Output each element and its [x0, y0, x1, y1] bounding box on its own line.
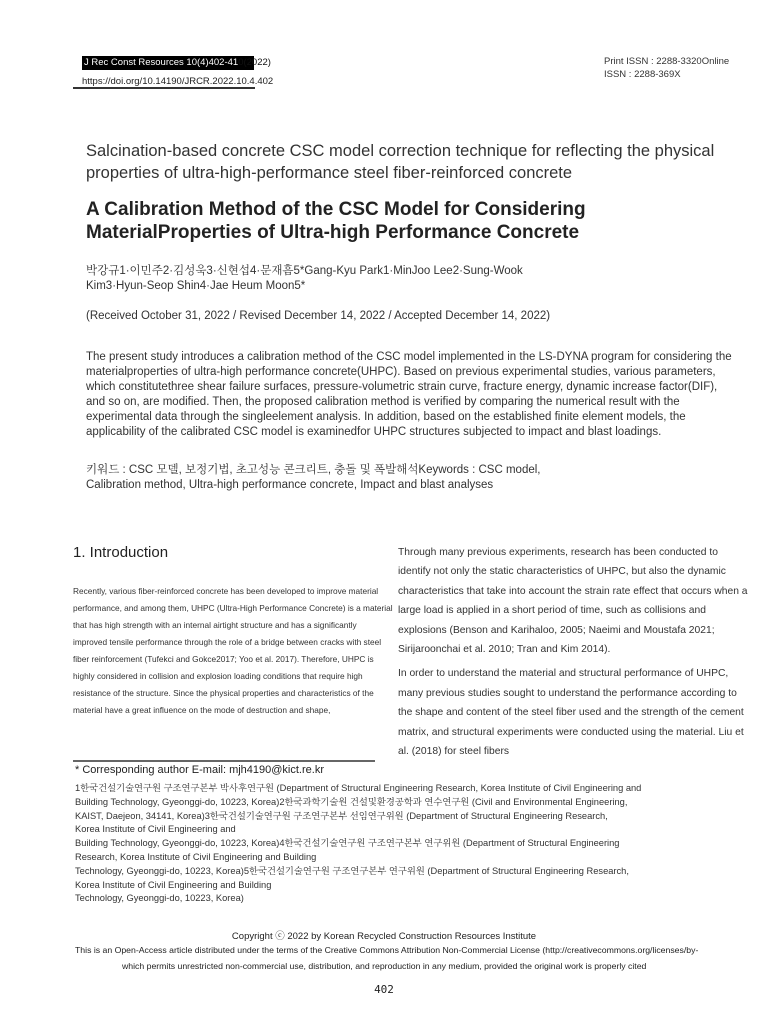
affiliation-line: Technology, Gyeonggi-do, 10223, Korea): [75, 893, 244, 904]
issn-line-2: ISSN : 2288-369X: [604, 69, 681, 80]
corresponding-author: * Corresponding author E-mail: mjh4190@kict.re.kr: [75, 764, 324, 776]
title-korean: Salcination-based concrete CSC model correction technique for reflecting the physical properties of ultra-high-performance steel fiber-reinforced concrete: [86, 142, 715, 182]
affiliation-line: KAIST, Daejeon, 34141, Korea)3한국건설기술연구원 구조연구본부 선임연구위원 (Department of Structural Engineering Research,: [75, 810, 608, 821]
issn-block: [604, 55, 764, 81]
affiliation-line: Technology, Gyeonggi-do, 10223, Korea)5한국건설기술연구원 구조연구본부 연구위원 (Department of Structural Engineering Research,: [75, 865, 629, 876]
license-line-2: which permits unrestricted non-commercial use, distribution, and reproduction in any medium, provided the original work is properly cited: [122, 961, 647, 971]
keywords: 키워드 : CSC 모델, 보정기법, 초고성능 콘크리트, 충돌 및 폭발해석Keywords : CSC model, Calibration method, Ultra-high performance concrete, Impact and blast analyses: [86, 464, 541, 491]
intro-left-column: Recently, various fiber-reinforced concrete has been developed to improve material performance, and among them, UHPC (Ultra-High Performance Concrete) is a material that has high strength with an internal airtight structure and has a significantly improved tensile performance through the role of a bridge between cracks with steel fiber reinforcement (Tufekci and Gokce2017; Yoo et al. 2017). Therefore, UHPC is highly considered in collision and explosion loading conditions that require high resistance of the structure. Since the physical properties and characteristics of the material have a great influence on the mode of destruction and shape,: [73, 586, 393, 715]
section-heading-introduction: 1. Introduction: [73, 544, 169, 561]
affiliations: [75, 782, 725, 906]
journal-citation-suffix: 0(2022): [238, 57, 271, 68]
intro-right-column: [398, 543, 750, 761]
journal-citation: [84, 57, 271, 68]
journal-citation-prefix: J Rec Const Resources 10(4)402-41: [84, 57, 239, 68]
affiliation-line: Research, Korea Institute of Civil Engineering and Building: [75, 851, 317, 862]
affiliation-line: Building Technology, Gyeonggi-do, 10223, Korea)2한국과학기술원 건설및환경공학과 연수연구원 (Civil and Environmental Engineering,: [75, 796, 628, 807]
affiliation-line: Korea Institute of Civil Engineering and: [75, 824, 236, 835]
received-dates: (Received October 31, 2022 / Revised December 14, 2022 / Accepted December 14, 2022): [86, 310, 551, 322]
copyright-notice: Copyright ⓒ 2022 by Korean Recycled Construction Resources Institute: [231, 931, 537, 942]
affiliation-line: Building Technology, Gyeonggi-do, 10223, Korea)4한국건설기술연구원 구조연구본부 연구위원 (Department of Structural Engineering: [75, 838, 620, 849]
license-line-1: This is an Open-Access article distributed under the terms of the Creative Commons Attribution Non-Commercial License (http://creativecommons.org/licenses/by-: [75, 945, 699, 955]
issn-line-1: Print ISSN : 2288-3320Online: [604, 56, 730, 67]
footnote-divider: [73, 760, 375, 762]
title-english: A Calibration Method of the CSC Model for Considering MaterialProperties of Ultra-high Performance Concrete: [86, 199, 586, 243]
page-number: 402: [374, 983, 394, 996]
affiliation-line: Korea Institute of Civil Engineering and Building: [75, 879, 272, 890]
header-divider: [73, 87, 255, 89]
author-list: 박강규1·이민주2·김성욱3·신현섭4·문재흠5*Gang-Kyu Park1·MinJoo Lee2·Sung-Wook Kim3·Hyun-Seop Shin4·Jae Heum Moon5*: [86, 265, 523, 292]
doi-link[interactable]: https://doi.org/10.14190/JRCR.2022.10.4.402: [82, 76, 274, 87]
intro-paragraph-2: In order to understand the material and structural performance of UHPC, many previous studies sought to understand the performance according to the shape and content of the steel fiber used and the strength of the cement matrix, and structural experiments were conducted using the material. Liu et al. (2018) for steel fibers: [398, 668, 744, 758]
affiliation-line: 1한국건설기술연구원 구조연구본부 박사후연구원 (Department of Structural Engineering Research, Korea Institute of Civil Engineering and: [75, 783, 642, 793]
abstract: The present study introduces a calibration method of the CSC model implemented in the LS-DYNA program for considering the materialproperties of ultra-high performance concrete(UHPC). Based on previous experimental studies, various parameters, which constitutethree shear failure surfaces, pressure-volumetric strain curve, fracture energy, dynamic increase factor(DIF), and so on, are modified. Then, the proposed calibration method is verified by comparing the numerical result with the experimental data through the singleelement analysis. In addition, based on the established finite element models, the applicability of the calibrated CSC model is examinedfor UHPC structures subjected to impact and blast loadings.: [86, 351, 732, 438]
intro-paragraph-1: Through many previous experiments, research has been conducted to identify not only the static characteristics of UHPC, but also the dynamic characteristics that take into account the strain rate effect that occurs when a large load is applied in a short period of time, such as collisions and explosions (Benson and Karihaloo, 2005; Naeimi and Moustafa 2021; Sirijaroonchai et al. 2010; Tran and Kim 2014).: [398, 547, 748, 656]
